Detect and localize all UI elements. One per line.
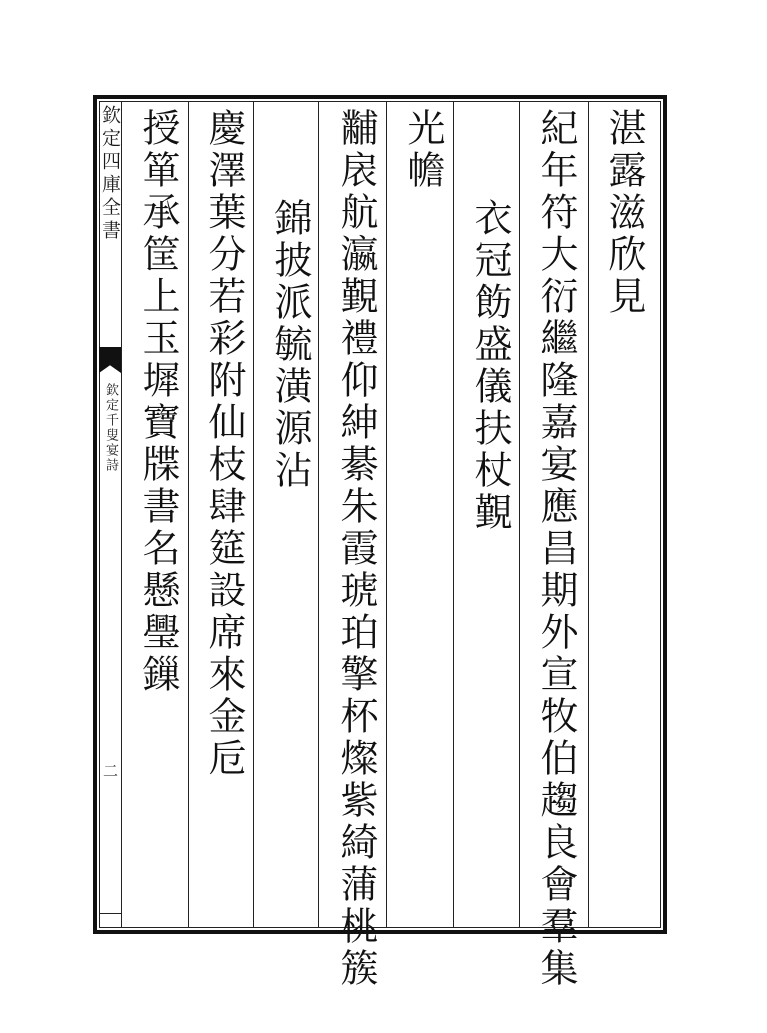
volume-title: 欽定千叟宴詩 xyxy=(103,383,118,473)
column-rule xyxy=(121,101,122,928)
banxin-strip xyxy=(99,101,121,928)
text-column-2: 紀年符大衍繼隆嘉宴應昌期外宣牧伯趨良會羣集 xyxy=(534,108,578,990)
text-column-5: 黼扆航瀛覲禮仰紳綦朱霞琥珀擎杯燦紫綺蒲桃簇 xyxy=(334,108,378,990)
column-rule xyxy=(588,101,589,928)
column-rule xyxy=(188,101,189,928)
column-rule xyxy=(519,101,520,928)
book-title: 欽定四庫全書 xyxy=(99,105,121,243)
text-column-6: 錦披派毓潢源沾 xyxy=(268,198,312,492)
text-column-1: 湛露滋欣見 xyxy=(602,108,646,318)
column-rule xyxy=(318,101,319,928)
page-number: 二 xyxy=(101,763,119,778)
fish-tail-mark xyxy=(99,347,121,373)
column-rule xyxy=(386,101,387,928)
text-column-3: 衣冠飭盛儀扶杖覲 xyxy=(468,198,512,534)
text-column-8: 授箪承筐上玉墀寶牒書名懸璺鏁 xyxy=(136,108,180,696)
banxin-bottom-rule xyxy=(99,913,121,922)
column-rule xyxy=(453,101,454,928)
text-column-7: 慶澤葉分若彩附仙枝肆筵設席來金卮 xyxy=(202,108,246,780)
column-rule xyxy=(253,101,254,928)
text-column-4: 光幨 xyxy=(401,108,445,192)
